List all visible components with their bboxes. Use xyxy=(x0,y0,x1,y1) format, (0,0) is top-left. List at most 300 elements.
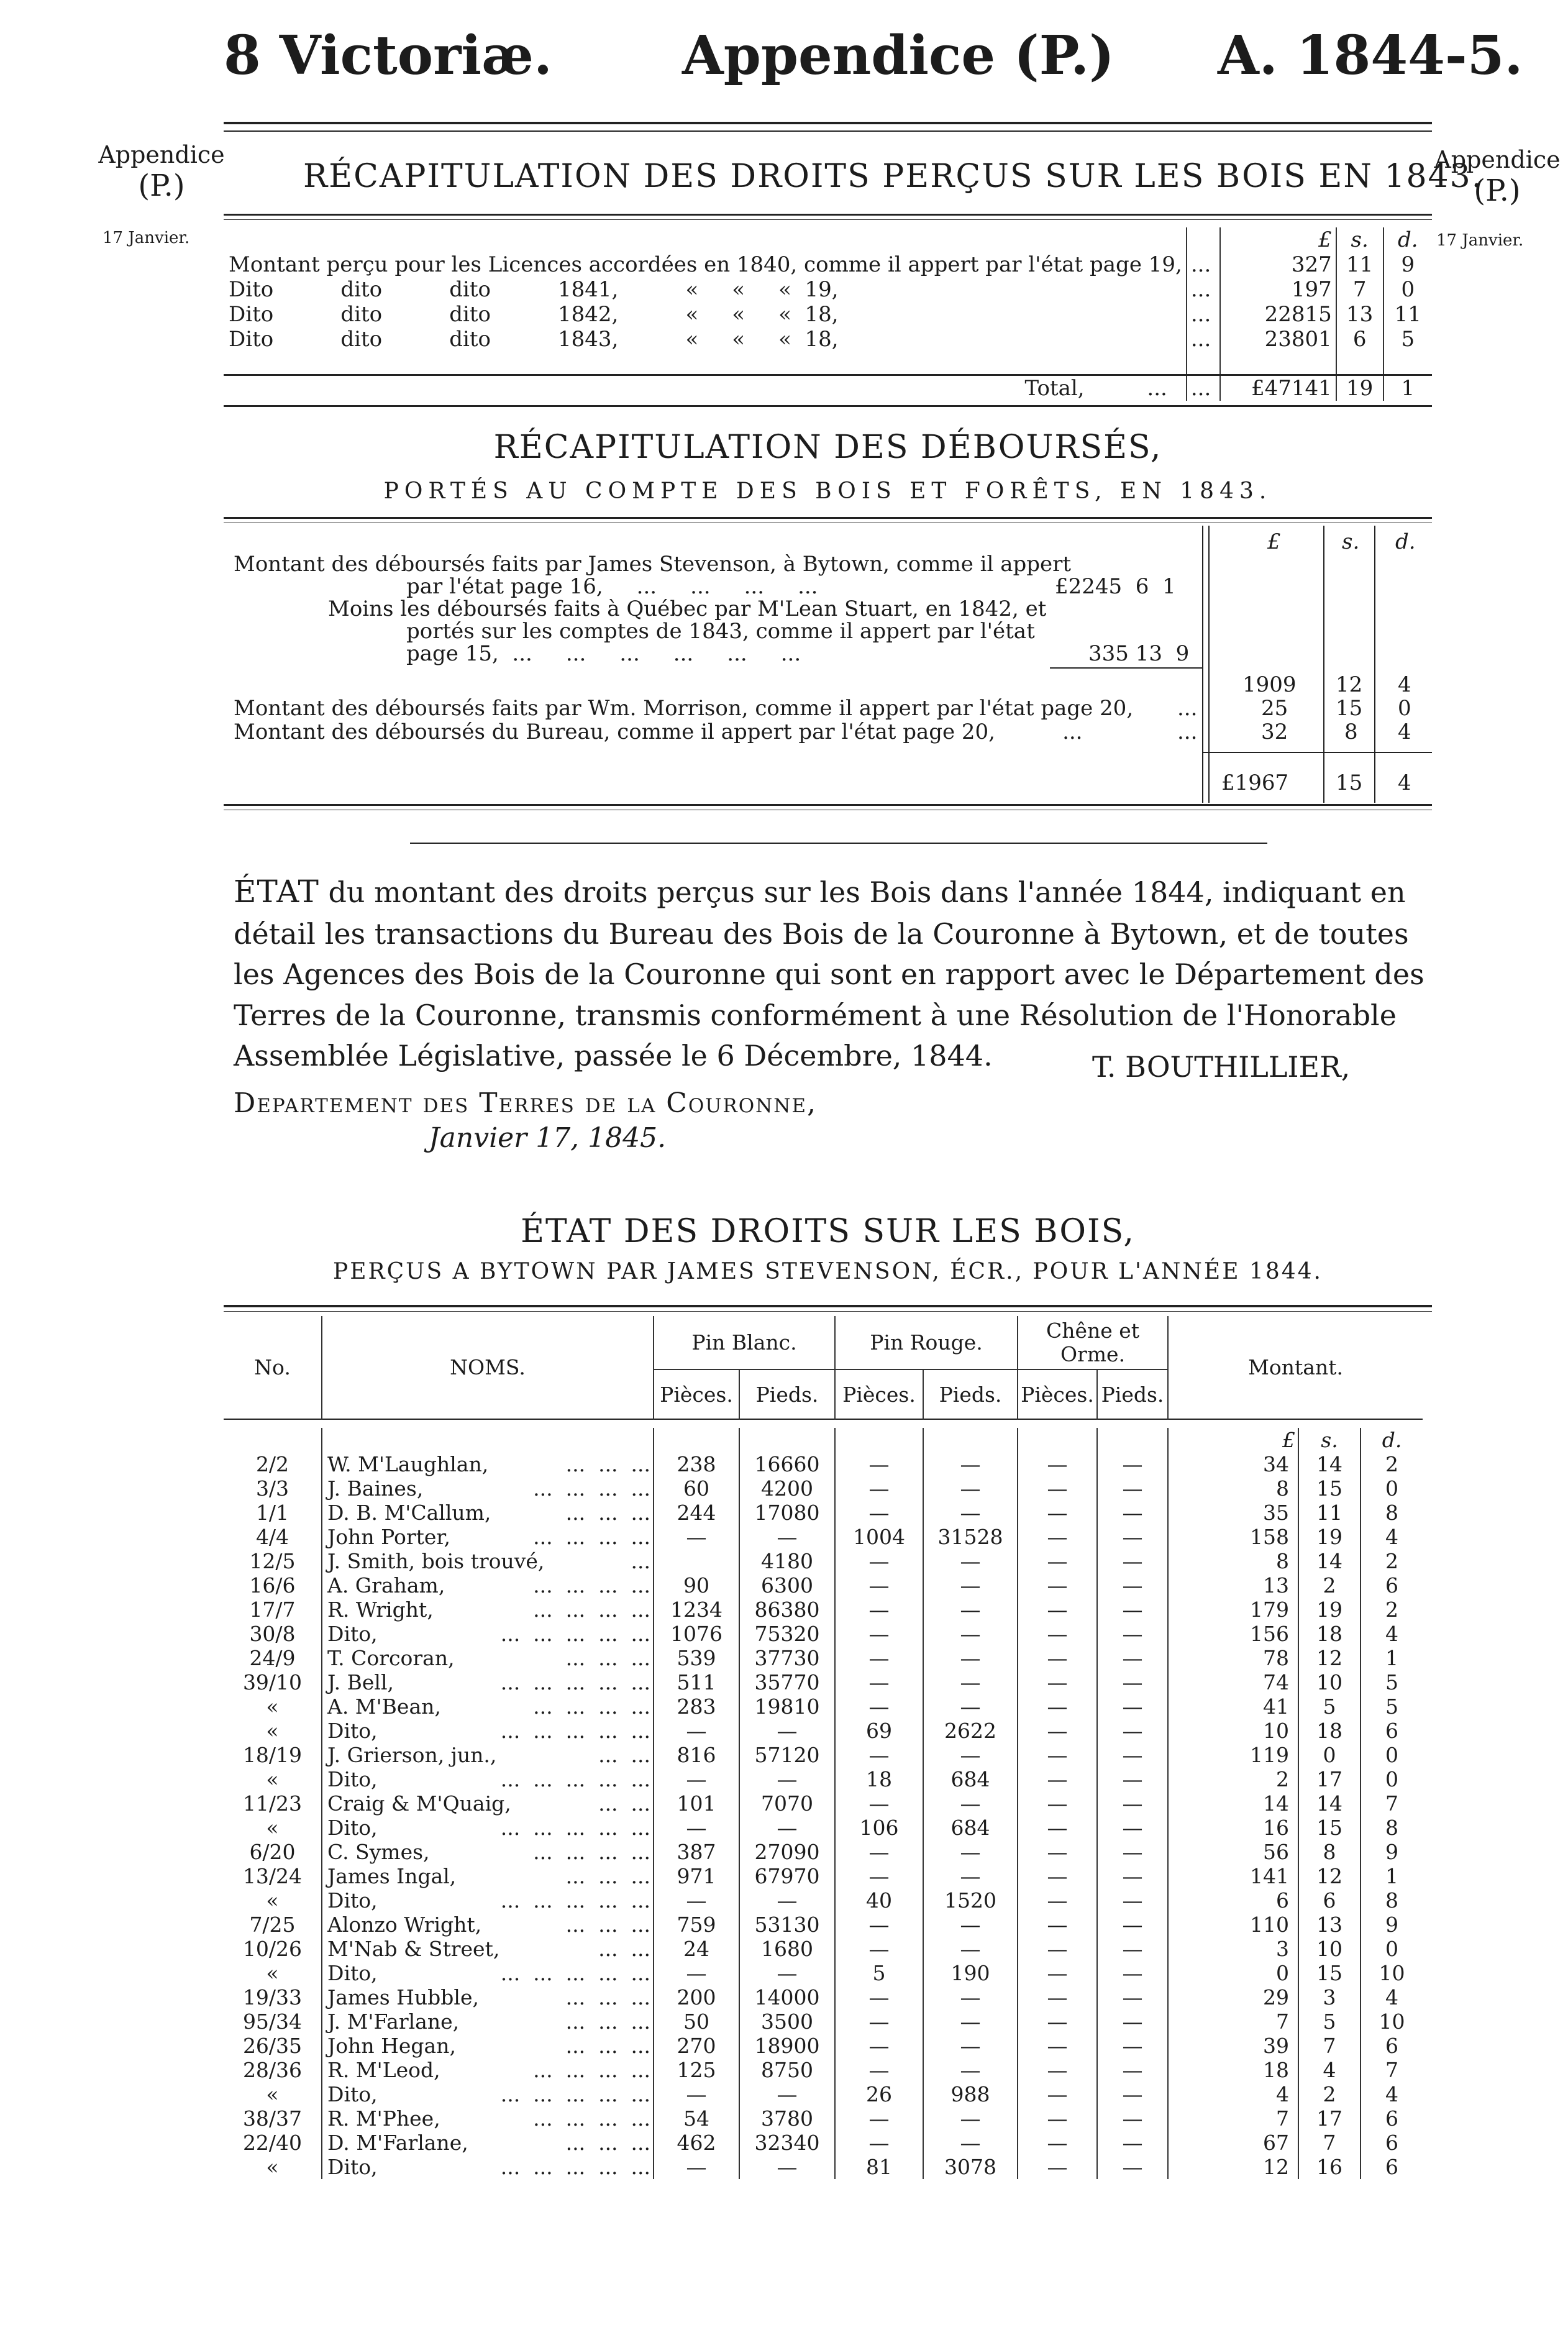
pin-rouge-pieds: — xyxy=(923,1501,1018,1525)
pin-rouge-pieces: — xyxy=(835,2058,923,2082)
row-dots: ... ... ... xyxy=(565,1864,650,1888)
row-dots: ... xyxy=(1187,327,1220,352)
pin-blanc-pieces: 244 xyxy=(654,1501,739,1525)
total-label-text: Total, xyxy=(1024,376,1085,401)
etat-lead-word: ÉTAT xyxy=(234,874,319,910)
chene-orme-pieds: — xyxy=(1097,1694,1168,1719)
row-dots: ... ... ... ... ... xyxy=(500,1816,650,1840)
pin-rouge-pieds: 684 xyxy=(923,1767,1018,1791)
amount-pence: 9 xyxy=(1385,1913,1399,1937)
chene-orme-pieds: — xyxy=(1097,1864,1168,1888)
pin-blanc-pieds: 17080 xyxy=(739,1501,835,1525)
pin-rouge-pieds: — xyxy=(923,2131,1018,2155)
chene-orme-pieds: — xyxy=(1097,1573,1168,1597)
chene-orme-pieces: — xyxy=(1018,1694,1097,1719)
pin-blanc-pieds: — xyxy=(739,2155,835,2179)
pin-rouge-pieds: — xyxy=(923,2106,1018,2131)
chene-orme-pieds: — xyxy=(1097,1622,1168,1646)
col-header-pieds: Pieds. xyxy=(739,1369,835,1419)
pin-blanc-pieces: — xyxy=(654,1525,739,1549)
pin-rouge-pieces: — xyxy=(835,2131,923,2155)
row-dots: ... xyxy=(1187,302,1220,327)
row-no: 2/2 xyxy=(224,1452,322,1476)
amount-pence: 0 xyxy=(1398,696,1411,721)
row-dots: ... ... ... xyxy=(565,1501,650,1525)
amount-pence: 1 xyxy=(1385,1864,1399,1888)
pin-rouge-pieds: — xyxy=(923,2058,1018,2082)
amount-pounds: 25 xyxy=(1261,696,1288,721)
section1-title: RÉCAPITULATION DES DROITS PERÇUS SUR LES BOIS EN 1843. xyxy=(303,158,1484,195)
amount-shillings: 13 xyxy=(1298,1913,1361,1937)
amount-pence: 0 xyxy=(1385,1743,1399,1767)
pin-rouge-pieces: — xyxy=(835,1452,923,1476)
amount-pounds: 141 xyxy=(1168,1864,1298,1888)
pin-blanc-pieces: 539 xyxy=(654,1646,739,1670)
dated xyxy=(429,1122,666,1154)
row-dots: ... xyxy=(1187,277,1220,302)
row-no: 11/23 xyxy=(224,1791,322,1816)
pin-blanc-pieds: 3780 xyxy=(739,2106,835,2131)
table-row xyxy=(224,1549,1423,1573)
row-name-text: Dito, xyxy=(327,2155,378,2179)
chene-orme-pieds: — xyxy=(1097,2058,1168,2082)
row-dots: ... ... xyxy=(598,1937,650,1961)
amount-pounds: 56 xyxy=(1168,1840,1298,1864)
amount-pence: 11 xyxy=(1383,302,1432,327)
amount-pence: 4 xyxy=(1385,2082,1399,2106)
chene-orme-pieds: — xyxy=(1097,1452,1168,1476)
chene-orme-pieces: — xyxy=(1018,1888,1097,1913)
chene-orme-pieds: — xyxy=(1097,2106,1168,2131)
pin-rouge-pieces: 40 xyxy=(835,1888,923,1913)
row-no: 13/24 xyxy=(224,1864,322,1888)
table-row xyxy=(224,1961,1423,1985)
row-no: 26/35 xyxy=(224,2034,322,2058)
row-name xyxy=(322,1816,654,1840)
amount-pounds: 29 xyxy=(1168,1985,1298,2009)
pin-blanc-pieds: 75320 xyxy=(739,1622,835,1646)
total-label xyxy=(224,375,1187,401)
pin-blanc-pieces: 816 xyxy=(654,1743,739,1767)
timber-duties-table xyxy=(224,1316,1423,2179)
row-name xyxy=(322,1985,654,2009)
pin-rouge-pieds: 2622 xyxy=(923,1719,1018,1743)
header-year: A. 1844-5. xyxy=(1218,24,1523,87)
pin-blanc-pieds: 7070 xyxy=(739,1791,835,1816)
amount-shillings: 0 xyxy=(1298,1743,1361,1767)
chene-orme-pieces: — xyxy=(1018,1719,1097,1743)
row-no: « xyxy=(224,1694,322,1719)
section1-top-rule xyxy=(224,214,1432,216)
amount-shillings: 6 xyxy=(1298,1888,1361,1913)
row-no: 3/3 xyxy=(224,1476,322,1501)
row-name-text: T. Corcoran, xyxy=(327,1646,455,1670)
chene-orme-pieces: — xyxy=(1018,2131,1097,2155)
row-name xyxy=(322,1476,654,1501)
chene-orme-pieces: — xyxy=(1018,2058,1097,2082)
row-dots: ... ... ... ... ... xyxy=(500,1719,650,1743)
pin-blanc-pieds: 53130 xyxy=(739,1913,835,1937)
amount-pounds: 0 xyxy=(1168,1961,1298,1985)
amount-shillings: 12 xyxy=(1298,1864,1361,1888)
pin-rouge-pieces: 81 xyxy=(835,2155,923,2179)
pin-rouge-pieds: 1520 xyxy=(923,1888,1018,1913)
pin-rouge-pieds: — xyxy=(923,1985,1018,2009)
pin-blanc-pieces: 200 xyxy=(654,1985,739,2009)
pin-blanc-pieds: — xyxy=(739,1888,835,1913)
table-row xyxy=(224,2131,1423,2155)
row-no: 28/36 xyxy=(224,2058,322,2082)
row-name-text: Alonzo Wright, xyxy=(327,1913,482,1937)
pin-rouge-pieds: — xyxy=(923,2009,1018,2034)
chene-orme-pieces: — xyxy=(1018,1549,1097,1573)
row-dots: ... ... ... ... ... xyxy=(500,1961,650,1985)
total-dots: ... xyxy=(1147,376,1167,401)
row-name-text: Dito, xyxy=(327,2082,378,2106)
row-dots: ... ... ... ... ... xyxy=(500,1888,650,1913)
table-row xyxy=(224,1888,1423,1913)
section2-top-rule xyxy=(224,517,1432,519)
col-group-pin-rouge: Pin Rouge. xyxy=(835,1316,1018,1369)
pin-rouge-pieds: — xyxy=(923,1694,1018,1719)
amount-pence: 6 xyxy=(1385,1573,1399,1597)
row-name-text: Dito, xyxy=(327,1888,378,1913)
amount-pence: 7 xyxy=(1385,1791,1399,1816)
pounds-header: £ xyxy=(1267,529,1281,554)
row-name-text: Dito, xyxy=(327,1961,378,1985)
pin-blanc-pieces: 1234 xyxy=(654,1597,739,1622)
row-dots: ... ... ... xyxy=(565,2034,650,2058)
amount-pence: 5 xyxy=(1385,1694,1399,1719)
amount-pounds: 327 xyxy=(1220,252,1336,277)
amount-pence: 2 xyxy=(1385,1452,1399,1476)
pin-blanc-pieces: — xyxy=(654,1719,739,1743)
pin-blanc-pieds: 18900 xyxy=(739,2034,835,2058)
pin-blanc-pieces: 387 xyxy=(654,1840,739,1864)
row-no: « xyxy=(224,2155,322,2179)
table-body xyxy=(224,1452,1423,2179)
amount-shillings: 2 xyxy=(1298,2082,1361,2106)
pin-blanc-pieces: 283 xyxy=(654,1694,739,1719)
col-header-pieces: Pièces. xyxy=(1018,1369,1097,1419)
amount-pounds: 32 xyxy=(1261,720,1288,744)
amount-shillings: 14 xyxy=(1298,1549,1361,1573)
amount-shillings: 16 xyxy=(1298,2155,1361,2179)
pin-rouge-pieces: 5 xyxy=(835,1961,923,1985)
section1-table xyxy=(224,227,1432,401)
row-name xyxy=(322,2082,654,2106)
pin-rouge-pieces: 26 xyxy=(835,2082,923,2106)
date-text: Janvier 17, 1845. xyxy=(429,1122,667,1154)
chene-orme-pieces: — xyxy=(1018,1501,1097,1525)
bureau-line: Montant des déboursés du Bureau, comme il appert par l'état page 20, ... xyxy=(234,720,1083,744)
col-group-pin-blanc: Pin Blanc. xyxy=(654,1316,835,1369)
col-header-noms: NOMS. xyxy=(322,1316,654,1419)
pin-blanc-pieds: 3500 xyxy=(739,2009,835,2034)
chene-orme-pieces: — xyxy=(1018,1791,1097,1816)
table-row xyxy=(224,1525,1423,1549)
row-name xyxy=(322,1937,654,1961)
row-name xyxy=(322,1573,654,1597)
amount-pence: 0 xyxy=(1385,1767,1399,1791)
pin-blanc-pieces: — xyxy=(654,1767,739,1791)
row-label: Montant perçu pour les Licences accordées en 1840, comme il appert par l'état page 19, xyxy=(229,252,1182,277)
table-row xyxy=(224,2082,1423,2106)
pounds-header: £ xyxy=(1220,227,1336,252)
row-dots: ... ... ... ... xyxy=(533,2106,650,2131)
chene-orme-pieds: — xyxy=(1097,1816,1168,1840)
header-session: 8 Victoriæ. xyxy=(224,24,552,87)
row-name-text: J. Smith, bois trouvé, xyxy=(327,1549,545,1573)
row-dots: ... ... ... xyxy=(565,1913,650,1937)
amount-pounds: 7 xyxy=(1168,2106,1298,2131)
pin-rouge-pieces: — xyxy=(835,1573,923,1597)
row-name-text: A. Graham, xyxy=(327,1573,445,1597)
row-name xyxy=(322,2131,654,2155)
row-no: 38/37 xyxy=(224,2106,322,2131)
amount-pence: 8 xyxy=(1385,1888,1399,1913)
chene-orme-pieds: — xyxy=(1097,1476,1168,1501)
row-name xyxy=(322,1646,654,1670)
total-shillings: 19 xyxy=(1336,375,1383,401)
amount-shillings: 15 xyxy=(1336,696,1363,721)
pin-blanc-pieds: 32340 xyxy=(739,2131,835,2155)
amount-pence: 4 xyxy=(1385,1525,1399,1549)
pin-blanc-pieds: — xyxy=(739,1961,835,1985)
total-pounds: £47141 xyxy=(1220,375,1336,401)
etat-text: du montant des droits perçus sur les Bois dans l'année 1844, indiquant en détail les transactions du Bureau des Bois de la Couronne à Bytown, et de toutes les Agences des Bois de la Couronne qui sont en rapport avec le Département des Terres de la Couronne, transmis conformément à une Résolution de l'Honorable Assemblée Législative, passée le 6 Décembre, 1844. xyxy=(234,875,1424,1072)
pin-blanc-pieces: 90 xyxy=(654,1573,739,1597)
col-header-no: No. xyxy=(224,1316,322,1419)
table-row xyxy=(224,1791,1423,1816)
row-dots: ... ... ... ... xyxy=(533,1573,650,1597)
table-row xyxy=(224,252,1432,277)
row-name xyxy=(322,1864,654,1888)
chene-orme-pieds: — xyxy=(1097,2009,1168,2034)
pence-header: d. xyxy=(1395,529,1416,554)
row-dots: ... ... ... ... xyxy=(533,1694,650,1719)
amount-pounds: 74 xyxy=(1168,1670,1298,1694)
pin-rouge-pieces: 18 xyxy=(835,1767,923,1791)
amount-shillings: 13 xyxy=(1336,302,1383,327)
chene-orme-pieds: — xyxy=(1097,1985,1168,2009)
header-appendix: Appendice (P.) xyxy=(682,24,1114,87)
header-rule xyxy=(224,122,1432,124)
col-divider xyxy=(1208,526,1210,803)
row-label: Dito dito dito 1841, « « « 19, xyxy=(229,277,839,302)
pin-blanc-pieds: — xyxy=(739,1525,835,1549)
amount-pounds: 119 xyxy=(1168,1743,1298,1767)
row-name-text: Craig & M'Quaig, xyxy=(327,1791,511,1816)
shillings-header: s. xyxy=(1342,529,1360,554)
amount-shillings: 7 xyxy=(1336,277,1383,302)
row-no: 7/25 xyxy=(224,1913,322,1937)
row-dots: ... ... ... ... ... xyxy=(500,2155,650,2179)
chene-orme-pieds: — xyxy=(1097,1767,1168,1791)
total-row xyxy=(224,375,1432,401)
table-row xyxy=(224,1476,1423,1501)
chene-orme-pieces: — xyxy=(1018,2009,1097,2034)
amount-pounds: 158 xyxy=(1168,1525,1298,1549)
disbursement-amount: £2245 6 1 xyxy=(1055,574,1176,599)
chene-orme-pieces: — xyxy=(1018,1597,1097,1622)
row-no: 16/6 xyxy=(224,1573,322,1597)
amount-pounds: 12 xyxy=(1168,2155,1298,2179)
pin-blanc-pieces: 238 xyxy=(654,1452,739,1476)
amount-shillings: 15 xyxy=(1298,1476,1361,1501)
deduction-amount: 335 13 9 xyxy=(1088,641,1190,666)
pin-rouge-pieces: — xyxy=(835,2034,923,2058)
pin-rouge-pieces: — xyxy=(835,2009,923,2034)
row-name xyxy=(322,1961,654,1985)
row-name-text: D. B. M'Callum, xyxy=(327,1501,491,1525)
pin-blanc-pieces: 462 xyxy=(654,2131,739,2155)
chene-orme-pieces: — xyxy=(1018,1985,1097,2009)
net-shillings: 12 xyxy=(1336,672,1363,697)
pin-rouge-pieds: — xyxy=(923,2034,1018,2058)
row-no: 12/5 xyxy=(224,1549,322,1573)
total-shillings: 15 xyxy=(1336,770,1363,795)
table-row xyxy=(224,2155,1423,2179)
amount-shillings: 17 xyxy=(1298,2106,1361,2131)
amount-pence: 9 xyxy=(1383,252,1432,277)
amount-pounds: 8 xyxy=(1168,1476,1298,1501)
amount-pounds: 8 xyxy=(1168,1549,1298,1573)
row-no: « xyxy=(224,1888,322,1913)
pin-rouge-pieces: — xyxy=(835,1549,923,1573)
row-no: 6/20 xyxy=(224,1840,322,1864)
pence-header: d. xyxy=(1382,1428,1402,1452)
pin-rouge-pieds: — xyxy=(923,1476,1018,1501)
row-name xyxy=(322,1913,654,1937)
chene-orme-pieces: — xyxy=(1018,1913,1097,1937)
chene-orme-pieces: — xyxy=(1018,2155,1097,2179)
currency-header-row xyxy=(224,227,1432,252)
row-name xyxy=(322,1840,654,1864)
amount-pence: 8 xyxy=(1385,1501,1399,1525)
amount-pounds: 197 xyxy=(1220,277,1336,302)
amount-shillings: 19 xyxy=(1298,1525,1361,1549)
row-no: 1/1 xyxy=(224,1501,322,1525)
row-name-text: Dito, xyxy=(327,1816,378,1840)
pin-rouge-pieces: 69 xyxy=(835,1719,923,1743)
pin-rouge-pieds: — xyxy=(923,1840,1018,1864)
pin-blanc-pieds: — xyxy=(739,1719,835,1743)
row-name-text: J. M'Farlane, xyxy=(327,2009,460,2034)
chene-orme-pieces: — xyxy=(1018,1525,1097,1549)
row-name xyxy=(322,1501,654,1525)
deduction-line: Moins les déboursés faits à Québec par M'Lean Stuart, en 1842, et xyxy=(328,596,1047,621)
pin-rouge-pieds: — xyxy=(923,1791,1018,1816)
amount-pence: 2 xyxy=(1385,1597,1399,1622)
chene-orme-pieds: — xyxy=(1097,2131,1168,2155)
amount-pence: 7 xyxy=(1385,2058,1399,2082)
row-no: « xyxy=(224,2082,322,2106)
pin-blanc-pieds: 1680 xyxy=(739,1937,835,1961)
amount-pounds: 179 xyxy=(1168,1597,1298,1622)
amount-shillings: 5 xyxy=(1298,1694,1361,1719)
amount-pence: 6 xyxy=(1385,2131,1399,2155)
row-name-text: J. Bell, xyxy=(327,1670,394,1694)
table-row xyxy=(224,2058,1423,2082)
chene-orme-pieds: — xyxy=(1097,1840,1168,1864)
amount-pence: 4 xyxy=(1385,1622,1399,1646)
pin-rouge-pieces: — xyxy=(835,1597,923,1622)
total-pence: 1 xyxy=(1383,375,1432,401)
row-no: 10/26 xyxy=(224,1937,322,1961)
table-row xyxy=(224,1937,1423,1961)
table-row xyxy=(224,1646,1423,1670)
amount-pence: 4 xyxy=(1398,720,1411,744)
row-name xyxy=(322,1670,654,1694)
amount-shillings: 19 xyxy=(1298,1597,1361,1622)
pin-blanc-pieds: 16660 xyxy=(739,1452,835,1476)
row-name xyxy=(322,1549,654,1573)
row-dots: ... xyxy=(1177,696,1198,721)
currency-header-row xyxy=(224,1428,1423,1452)
row-name xyxy=(322,1767,654,1791)
pin-blanc-pieces: 759 xyxy=(654,1913,739,1937)
amount-pence: 6 xyxy=(1385,2034,1399,2058)
row-name-text: Dito, xyxy=(327,1719,378,1743)
total-pence: 4 xyxy=(1398,770,1411,795)
chene-orme-pieds: — xyxy=(1097,1937,1168,1961)
table-header-row-1 xyxy=(224,1316,1423,1369)
pin-rouge-pieces: — xyxy=(835,1646,923,1670)
amount-pounds: 23801 xyxy=(1220,327,1336,352)
amount-shillings: 8 xyxy=(1344,720,1358,744)
section2-total-rule xyxy=(1202,752,1432,753)
row-dots: ... ... xyxy=(598,1743,650,1767)
table-row xyxy=(224,1743,1423,1767)
chene-orme-pieds: — xyxy=(1097,1549,1168,1573)
pin-blanc-pieces xyxy=(654,1549,739,1573)
pin-blanc-pieds: — xyxy=(739,1816,835,1840)
department-name: Departement des Terres de la Couronne, xyxy=(234,1087,818,1119)
pin-blanc-pieces: 511 xyxy=(654,1670,739,1694)
pin-rouge-pieces: 1004 xyxy=(835,1525,923,1549)
chene-orme-pieces: — xyxy=(1018,1864,1097,1888)
pin-rouge-pieces: — xyxy=(835,1694,923,1719)
amount-pounds: 6 xyxy=(1168,1888,1298,1913)
total-dots-2: ... xyxy=(1187,375,1220,401)
pin-rouge-pieces: — xyxy=(835,1840,923,1864)
net-pounds: 1909 xyxy=(1242,672,1297,697)
row-dots: ... ... ... xyxy=(565,1985,650,2009)
table-row xyxy=(224,277,1432,302)
chene-orme-pieds: — xyxy=(1097,1791,1168,1816)
row-no: « xyxy=(224,1767,322,1791)
chene-orme-pieds: — xyxy=(1097,1597,1168,1622)
amount-pounds: 4 xyxy=(1168,2082,1298,2106)
amount-shillings: 2 xyxy=(1298,1573,1361,1597)
row-dots: ... ... ... ... ... xyxy=(500,1622,650,1646)
disbursement-line: Montant des déboursés faits par James Stevenson, à Bytown, comme il appert xyxy=(234,552,1072,577)
section2-bottom-rule xyxy=(224,804,1432,806)
amount-shillings: 12 xyxy=(1298,1646,1361,1670)
row-name-text: D. M'Farlane, xyxy=(327,2131,468,2155)
table-row xyxy=(224,1913,1423,1937)
chene-orme-pieces: — xyxy=(1018,1840,1097,1864)
table-subtitle: PERÇUS A BYTOWN PAR JAMES STEVENSON, ÉCR., POUR L'ANNÉE 1844. xyxy=(333,1259,1323,1284)
chene-orme-pieds: — xyxy=(1097,1888,1168,1913)
pin-rouge-pieds: — xyxy=(923,1622,1018,1646)
chene-orme-pieces: — xyxy=(1018,1476,1097,1501)
amount-pounds: 16 xyxy=(1168,1816,1298,1840)
table-row xyxy=(224,1622,1423,1646)
row-name xyxy=(322,1888,654,1913)
pounds-header: £ xyxy=(1168,1428,1298,1452)
